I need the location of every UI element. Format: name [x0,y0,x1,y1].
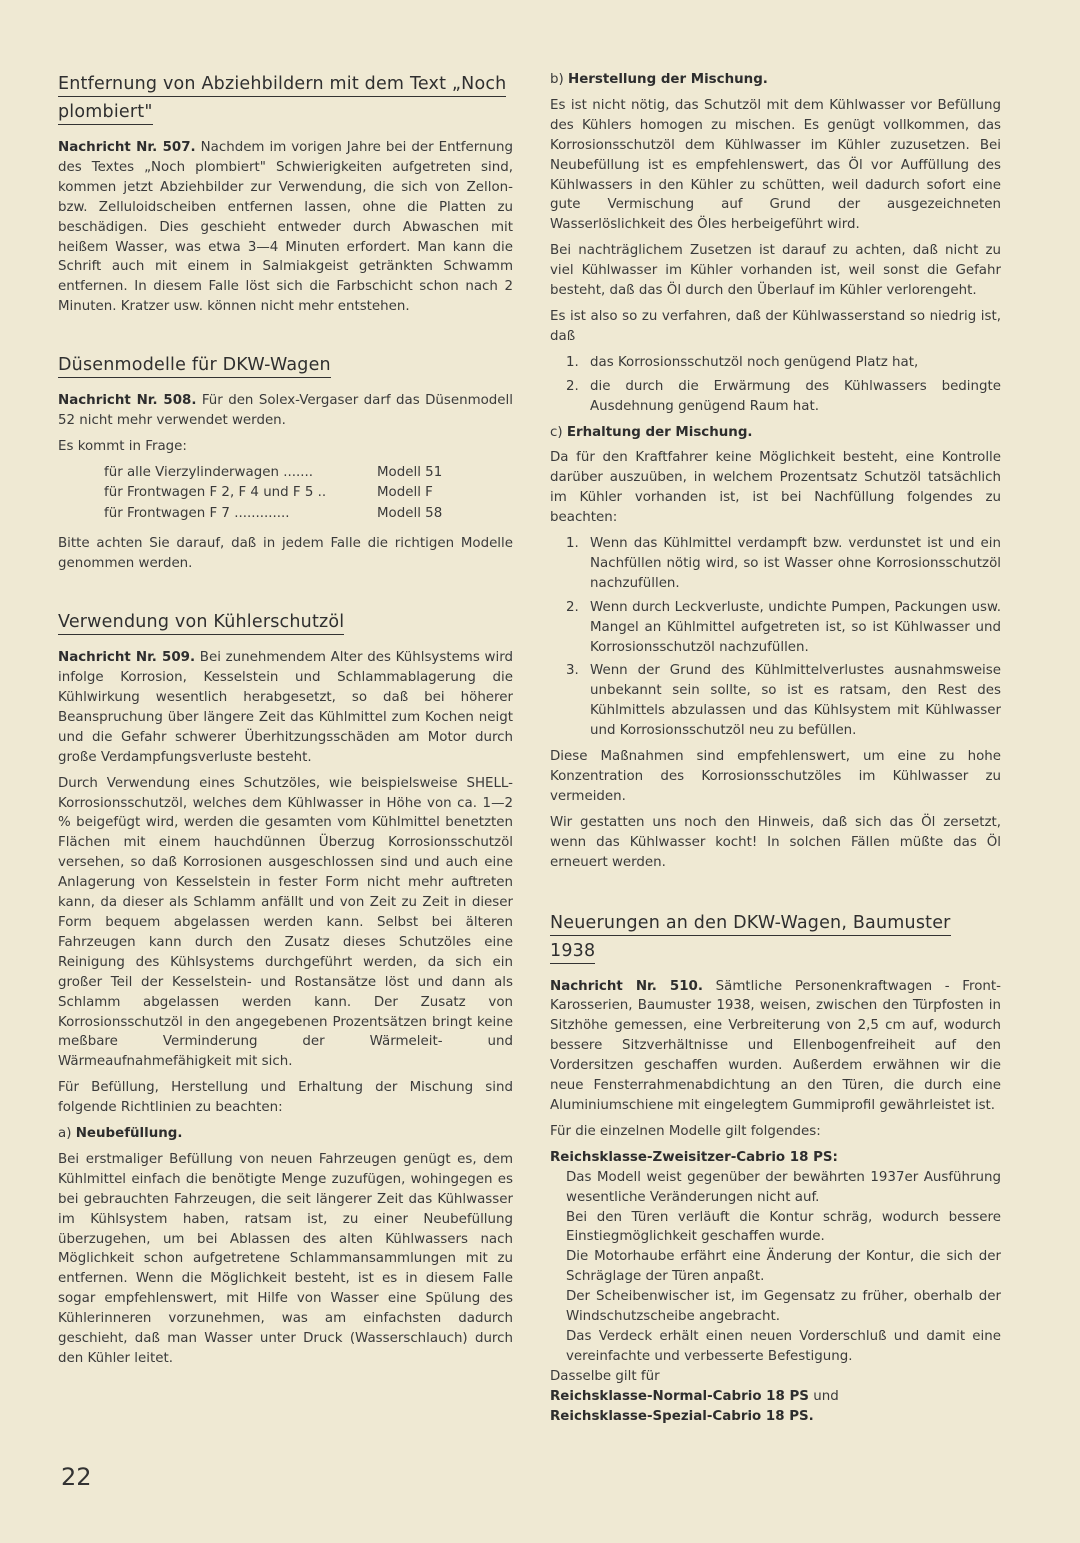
models-row [104,483,513,504]
model-3 [550,1407,1001,1427]
model-3-title: Reichsklasse-Spezial-Cabrio 18 PS. [550,1408,814,1424]
paragraph-a: Bei erstmaliger Befüllung von neuen Fahrzeugen genügt es, dem Kühlmittel einfach die benötigte Menge zuzufügen, wohingegen es bei gebrauchten Fahrzeugen, die seit längerer Zeit das Kühlwasser im Kühlsystem haben, ratsam ist, zu einer Neubefüllung überzugehen, um bei Ablassen des alten Kühlwassers nach Möglichkeit schon aufgetretene Schlammansammlungen mit zu entfernen. Wenn die Möglichkeit besteht, ist es in diesem Falle sogar empfehlenswert, mit Hilfe von Wasser eine Spülung des Kühlerinneren vorzunehmen, was am einfachsten dadurch geschieht, daß man Wasser unter Druck (Wasserschlauch) durch den Kühler leitet. [58,1151,513,1366]
left-column [58,70,513,1375]
model-2 [550,1387,1001,1407]
heading-508 [58,351,513,379]
model-title [550,1148,1001,1168]
list-number: 2. [566,378,579,394]
list-number: 1. [566,536,579,552]
paragraph-508 [58,391,513,431]
subheading-a-prefix: a) [58,1126,72,1142]
paragraph-c-2: Diese Maßnahmen sind empfehlenswert, um eine zu hohe Konzentration des Korrosionsschutzöles im Kühlwasser zu vermeiden. [550,749,1001,804]
subheading-c [550,423,1001,443]
heading-510-text: Neuerungen an den DKW-Wagen, Baumuster 1938 [550,913,951,964]
paragraph-509-1 [58,648,513,767]
subheading-c-prefix: c) [550,424,563,440]
list-item [550,377,1001,417]
body-510: Sämtliche Personenkraftwagen - Front-Karosserien, Baumuster 1938, weisen, zwischen den Türpfosten in Sitzhöhe gemessen, eine Verbreiterung von 2,5 cm auf, wodurch bessere Sitzverhältnisse und Ellenbogenfreiheit auf den Vordersitzen geschaffen wurden. Außerdem erwähnen wir die neue Fensterrahmenabdichtung an den Türen, die durch eine Aluminiumschiene mit eingelegtem Gummiprofil gewährleistet ist. [550,978,1001,1113]
model-title-text: Reichsklasse-Zweisitzer-Cabrio 18 PS: [550,1149,838,1165]
body-509-1: Bei zunehmendem Alter des Kühlsystems wird infolge Korrosion, Kesselstein und Schlammablagerung die Kühlwirkung wesentlich herabgesetzt, so daß bei höherer Beanspruchung über längere Zeit das Kühlmittel zum Kochen neigt und die Gefahr schwerer Überhitzungsschäden am Motor durch große Verdampfungsverluste besteht. [58,650,513,765]
label-510: Nachricht Nr. 510. [550,978,703,994]
models-row-value: Modell 51 [377,464,443,480]
subheading-a-title: Neubefüllung. [75,1126,183,1142]
models-row-value: Modell F [377,485,433,501]
paragraph-b-3: Es ist also so zu verfahren, daß der Kühlwasserstand so niedrig ist, daß [550,308,1001,344]
model-2-title: Reichsklasse-Normal-Cabrio 18 PS [550,1388,809,1404]
subheading-b-prefix: b) [550,72,564,87]
subheading-b [550,70,1001,90]
models-row [104,463,513,484]
list-number: 2. [566,599,579,615]
model-note: Der Scheibenwischer ist, im Gegensatz zu früher, oberhalb der Windschutzscheibe angebracht. [566,1289,1001,1325]
model-note: Die Motorhaube erfährt eine Änderung der Kontur, die sich der Schräglage der Türen anpaßt. [566,1249,1001,1285]
paragraph-b-1: Es ist nicht nötig, das Schutzöl mit dem Kühlwasser vor Befüllung des Kühlers homogen zu mischen. Es genügt vollkommen, das Korrosionsschutzöl dem Kühlwasser im Kühler zuzusetzen. Bei Neubefüllung ist es empfehlenswert, das Öl vor Auffüllung des Kühlwassers in den Kühler zu schütten, weil dadurch sofort eine gute Vermischung auf Grund der ausgezeichneten Wasserlöslichkeit des Öles herbeigeführt wird. [550,97,1001,233]
list-item [550,534,1001,594]
paragraph-c-3: Wir gestatten uns noch den Hinweis, daß sich das Öl zersetzt, wenn das Kühlwasser kocht! In solchen Fällen müßte das Öl erneuert werden. [550,814,1001,870]
body-508: Für den Solex-Vergaser darf das Düsenmodell 52 nicht mehr verwendet werden. [58,393,513,429]
list-number: 1. [566,354,579,370]
list-c [550,534,1001,741]
heading-507-line2: plombiert" [58,102,153,125]
list-text: das Korrosionsschutzöl noch genügend Platz hat, [590,354,919,370]
list-item [550,353,1001,373]
und-text: und [813,1388,839,1404]
list-item [550,661,1001,741]
list-item [550,598,1001,658]
heading-509 [58,608,513,636]
models-row [104,504,513,525]
paragraph-c-1: Da für den Kraftfahrer keine Möglichkeit besteht, eine Kontrolle darüber auszuüben, in welchem Prozentsatz Schutzöl tatsächlich im Kühler vorhanden ist, ist bei Nachfüllung folgendes zu beachten: [550,450,1001,526]
paragraph-b-2: Bei nachträglichem Zusetzen ist darauf zu achten, daß nicht zu viel Kühlwasser im Kühler vorhanden ist, weil sonst die Gefahr besteht, daß das Öl durch den Überlauf im Kühler verlorengeht. [550,243,1001,299]
subheading-c-title: Erhaltung der Mischung. [566,424,753,440]
paragraph-509-3: Für Befüllung, Herstellung und Erhaltung der Mischung sind folgende Richtlinien zu beachten: [58,1080,513,1116]
list-b [550,353,1001,417]
label-507: Nachricht Nr. 507. [58,140,196,155]
models-intro: Es kommt in Frage: [58,438,187,454]
page-number: 22 [61,1463,92,1491]
list-text: Wenn der Grund des Kühlmittelverlustes ausnahmsweise unbekannt sein sollte, so ist es ratsam, den Rest des Kühlmittels abzulassen und das Kühlsystem mit Kühlwasser und Korrosionsschutzöl neu zu befüllen. [590,663,1001,739]
heading-508-text: Düsenmodelle für DKW-Wagen [58,355,331,378]
model-note: Das Modell weist gegenüber der bewährten 1937er Ausführung wesentliche Veränderungen nicht auf. [566,1169,1001,1205]
same-applies: Dasselbe gilt für [550,1368,660,1384]
heading-510 [550,909,1001,965]
heading-507 [58,70,513,126]
list-text: Wenn durch Leckverluste, undichte Pumpen, Packungen usw. Mangel an Kühlmittel aufgetreten ist, so ist Kühlwasser und Korrosionsschutzöl nachzufüllen. [590,599,1001,655]
paragraph-507 [58,138,513,317]
models-row-label: für Frontwagen F 2, F 4 und F 5 .. [104,485,327,501]
model-notes [550,1168,1001,1367]
body-507: Nachdem im vorigen Jahre bei der Entfernung des Textes „Noch plombiert" Schwierigkeiten aufgetreten sind, kommen jetzt Abziehbilder zur Verwendung, die sich von Zellon- bzw. Zelluloidscheiben entfernen lassen, ohne die Platten zu beschädigen. Dies geschieht entweder durch Abwaschen mit heißem Wasser, was etwa 3—4 Minuten erfordert. Man kann die Schrift auch mit einem in Salmiakgeist getränkten Schwamm entfernen. In diesem Falle löst sich die Farbschicht schon nach 2 Minuten. Kratzer usw. können nicht mehr entstehen. [58,140,513,315]
paragraph-510 [550,977,1001,1116]
model-note: Das Verdeck erhält einen neuen Vorderschluß und damit eine vereinfachte und verbesserte Befestigung. [566,1328,1001,1364]
heading-507-line1: Entfernung von Abziehbildern mit dem Text „Noch [58,74,506,97]
models-row-value: Modell 58 [377,505,443,521]
closing-508: Bitte achten Sie darauf, daß in jedem Falle die richtigen Modelle genommen werden. [58,536,513,572]
models-row-label: für alle Vierzylinderwagen ....... [104,464,313,480]
subheading-b-title: Herstellung der Mischung. [568,72,768,87]
list-number: 3. [566,663,579,679]
label-509: Nachricht Nr. 509. [58,650,196,666]
models-table [104,463,513,525]
label-508: Nachricht Nr. 508. [58,393,197,409]
subheading-a [58,1124,513,1144]
models-row-label: für Frontwagen F 7 ............. [104,505,290,521]
list-text: die durch die Erwärmung des Kühlwassers bedingte Ausdehnung genügend Raum hat. [590,378,1001,414]
list-text: Wenn das Kühlmittel verdampft bzw. verdunstet ist und ein Nachfüllen nötig wird, so ist Wasser ohne Korrosionsschutzöl nachzufüllen. [590,536,1001,591]
model-note: Bei den Türen verläuft die Kontur schräg, wodurch bessere Einstiegmöglichkeit geschaffen wurde. [566,1209,1001,1245]
paragraph-509-2: Durch Verwendung eines Schutzöles, wie beispielsweise SHELL-Korrosionsschutzöl, welches dem Kühlwasser in Höhe von ca. 1—2 % beigefügt wird, werden die gesamten vom Kühlmittel benetzten Flächen mit einem hauchdünnen Überzug Korrosionsschutzöl versehen, so daß Korrosionen ausgeschlossen sind und auch eine Anlagerung von Kesselstein in fester Form nicht mehr auftreten kann, da dieser als Schlamm anfällt und von Zeit zu Zeit in dieser Form bequem abgelassen werden kann. Selbst bei älteren Fahrzeugen kann durch den Zusatz dieses Schutzöles eine Reinigung des Kühlsystems durchgeführt werden, da sich ein großer Teil der Kesselstein- und Rostansätze löst und dann als Schlamm abgelassen werden kann. Der Zusatz von Korrosionsschutzöl in den angegebenen Prozentsätzen bringt keine meßbare Verminderung der Wärmeleit- und Wärmeaufnahmefähigkeit mit sich. [58,775,513,1070]
right-column [550,70,1001,1432]
heading-509-text: Verwendung von Kühlerschutzöl [58,612,344,635]
models-intro-510: Für die einzelnen Modelle gilt folgendes: [550,1123,821,1139]
